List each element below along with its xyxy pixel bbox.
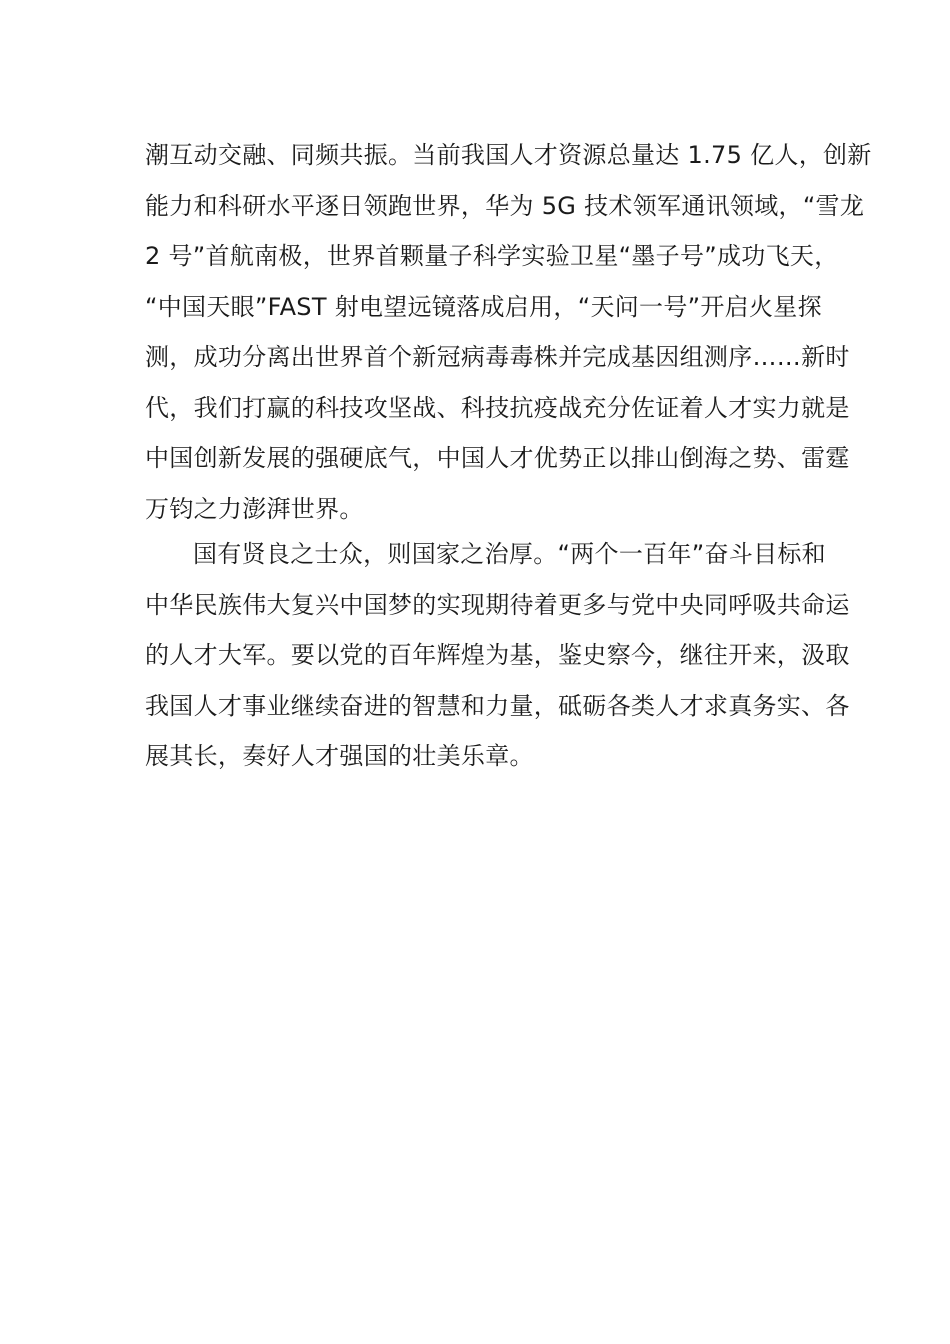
paragraph-line: 2 号”首航南极，世界首颗量子科学实验卫星“墨子号”成功飞天， xyxy=(145,242,839,270)
paragraph-line: 测，成功分离出世界首个新冠病毒毒株并完成基因组测序……新时 xyxy=(145,343,850,371)
paragraph-line: 国有贤良之士众，则国家之治厚。“两个一百年”奋斗目标和 xyxy=(193,540,826,568)
paragraph-line: 展其长，奏好人才强国的壮美乐章。 xyxy=(145,742,534,770)
paragraph-line: 的人才大军。要以党的百年辉煌为基，鉴史察今，继往开来，汲取 xyxy=(145,641,850,669)
paragraph-2 xyxy=(145,529,850,782)
paragraph-line: 我国人才事业继续奋进的智慧和力量，砥砺各类人才求真务实、各 xyxy=(145,691,850,720)
paragraph-line: 能力和科研水平逐日领跑世界，华为 5G 技术领军通讯领域，“雪龙 xyxy=(145,191,865,220)
paragraph-line: 潮互动交融、同频共振。当前我国人才资源总量达 1.75 亿人，创新 xyxy=(145,141,872,169)
paragraph-line: 万钧之力澎湃世界。 xyxy=(145,494,364,523)
paragraph-line: 代，我们打赢的科技攻坚战、科技抗疫战充分佐证着人才实力就是 xyxy=(145,393,850,422)
paragraph-1 xyxy=(145,130,872,534)
paragraph-line: 中华民族伟大复兴中国梦的实现期待着更多与党中央同呼吸共命运 xyxy=(145,590,850,619)
paragraph-line: 中国创新发展的强硬底气，中国人才优势正以排山倒海之势、雷霆 xyxy=(145,444,850,472)
paragraph-line: “中国天眼”FAST 射电望远镜落成启用，“天问一号”开启火星探 xyxy=(145,292,822,321)
